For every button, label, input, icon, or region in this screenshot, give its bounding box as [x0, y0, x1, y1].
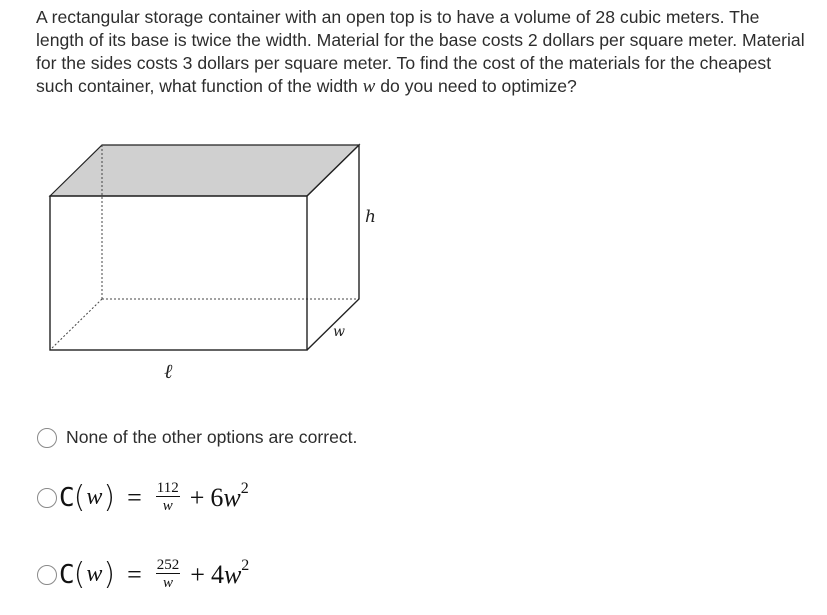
term-variable: w — [223, 559, 242, 589]
plus-sign: + — [190, 559, 205, 589]
equals-sign: = — [127, 482, 142, 512]
question-text-part1: A rectangular storage container with an open top is to have a volume of 28 cubic meters. The length of its base is twice the width. Material for the base costs 2 dollars per square meter. Material for the sides costs 3 dollars per square meter. To find the cost of the materials for the cheapest such container, what function of the width — [36, 7, 805, 96]
fraction-numerator: 252 — [156, 557, 180, 573]
label-w: w — [333, 324, 345, 340]
function-arg: w — [86, 484, 103, 510]
coefficient: 6 — [210, 482, 224, 512]
fraction-denominator: w — [162, 498, 173, 514]
box-lid — [50, 145, 359, 196]
fraction — [156, 557, 181, 592]
fraction — [156, 480, 180, 515]
radio-button[interactable] — [37, 488, 57, 508]
fraction-numerator: 112 — [156, 480, 179, 496]
paren-close: ) — [103, 480, 116, 515]
box-diagram — [40, 135, 400, 380]
paren-close: ) — [103, 557, 116, 592]
radio-button[interactable] — [37, 428, 57, 448]
plus-sign: + — [189, 482, 205, 512]
radio-button[interactable] — [37, 565, 57, 585]
label-h: h — [365, 207, 376, 227]
function-arg: w — [86, 561, 103, 587]
hidden-edge-diagonal — [50, 299, 102, 350]
function-name: C — [59, 559, 74, 590]
label-l: ℓ — [164, 359, 173, 380]
question-text — [36, 6, 806, 98]
question-text-part2: do you need to optimize? — [375, 76, 577, 96]
option-none-correct[interactable] — [37, 427, 357, 448]
function-name: C — [59, 482, 74, 513]
option-cost-function-2[interactable] — [37, 557, 249, 592]
option-cost-function-1[interactable] — [37, 480, 249, 515]
cost-function-formula — [59, 480, 249, 515]
option-label: None of the other options are correct. — [66, 427, 358, 447]
box-front-face — [50, 196, 307, 350]
quadratic-term — [210, 479, 249, 513]
exponent: 2 — [240, 479, 249, 497]
box-figure — [40, 135, 400, 385]
paren-open: ( — [73, 480, 86, 515]
equals-sign: = — [127, 559, 142, 589]
question-variable: w — [362, 76, 376, 97]
quadratic-term — [210, 556, 250, 590]
cost-function-formula — [59, 557, 249, 592]
coefficient: 4 — [210, 559, 224, 589]
exponent: 2 — [241, 556, 250, 574]
fraction-denominator: w — [163, 575, 174, 591]
term-variable: w — [223, 482, 241, 512]
paren-open: ( — [73, 557, 86, 592]
